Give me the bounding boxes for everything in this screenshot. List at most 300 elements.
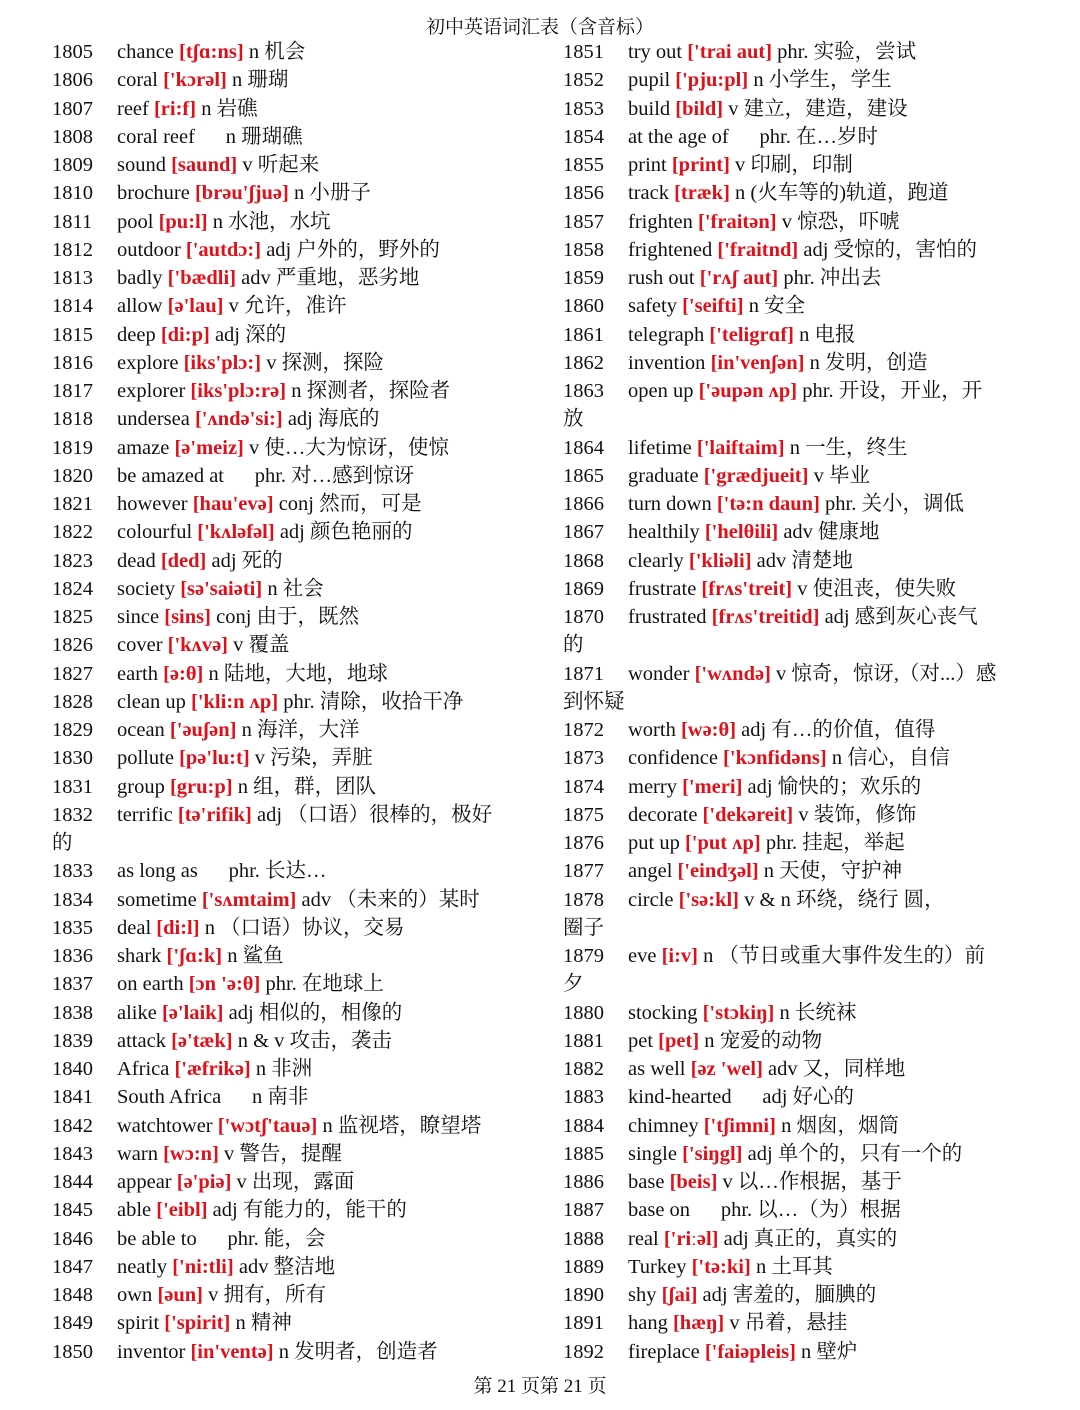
entry-phonetic: [di:l] [156,916,200,939]
entry-definition: phr. 实验，尝试 [777,41,917,63]
entry-definition: n 海洋，大洋 [241,719,360,741]
entry-word: sometime [117,888,197,911]
vocab-entry [563,1168,1068,1196]
entry-word: frustrated [628,606,707,628]
entry-word: dead [117,549,156,572]
entry-word: pet [628,1029,654,1052]
entry-phonetic: [əz 'wel] [690,1058,763,1080]
entry-phonetic: ['faiəpleis] [704,1340,796,1363]
entry-word: hang [628,1312,668,1335]
entry-word: safety [628,295,677,318]
entry-definition: v 使…大为惊讶，使惊 [249,436,449,459]
entry-definition: n 珊瑚 [231,69,289,92]
vocab-entry [52,575,557,603]
entry-definition: n 小学生，学生 [753,69,892,92]
entry-phonetic: ['rʌʃ aut] [699,267,779,289]
entry-number: 1892 [563,1340,604,1363]
entry-definition: n 组，群，团队 [237,775,377,798]
entry-definition: adj 真正的，真实的 [723,1227,898,1250]
entry-number: 1851 [563,41,604,63]
entry-definition: v 覆盖 [233,634,290,657]
entry-word: earth [117,662,158,685]
entry-number: 1817 [52,380,93,402]
entry-definition: n （节日或重大事件发生的）前 [703,945,986,967]
entry-phonetic: [saund] [171,154,238,176]
entry-number: 1883 [563,1086,604,1109]
entry-phonetic: [tʃɑ:ns] [179,41,244,63]
left-column [52,38,557,1366]
vocab-entry [52,886,557,914]
entry-word: worth [628,719,676,741]
vocab-entry [563,1281,1068,1309]
vocab-entry [52,942,557,970]
entry-definition: adv 清楚地 [756,549,853,572]
entry-definition: v 毕业 [813,464,870,487]
entry-phonetic: ['put ʌp] [684,832,761,854]
entry-number: 1820 [52,464,93,487]
entry-definition: adj 有…的价值，值得 [741,719,936,741]
entry-phonetic: [bild] [675,97,724,120]
entry-number: 1812 [52,238,93,261]
entry-number: 1872 [563,719,604,741]
entry-number: 1819 [52,436,93,459]
entry-number: 1866 [563,493,604,515]
entry-number: 1811 [52,210,93,233]
entry-number: 1864 [563,436,604,459]
entry-phonetic: [iks'plɔ:] [183,351,262,374]
entry-phonetic: ['kʌləfəl] [197,521,275,544]
entry-phonetic: [sins] [164,606,211,628]
entry-definition: n 安全 [748,295,806,318]
right-column [563,38,1068,1366]
entry-number: 1870 [563,606,604,628]
entry-number: 1853 [563,97,604,120]
vocab-entry [52,1168,557,1196]
vocab-entry [563,1338,1068,1366]
entry-phonetic: [ə'meiz] [174,436,244,459]
entry-definition: v 拥有，所有 [208,1284,326,1306]
entry-definition: n 精神 [235,1312,292,1335]
entry-phonetic: [wɔ:n] [163,1142,219,1165]
entry-phonetic: [pet] [658,1029,700,1052]
vocab-entry [563,886,1068,943]
entry-number: 1822 [52,521,93,544]
entry-word: base on [628,1199,691,1222]
entry-phonetic: ['tʃimni] [703,1114,776,1137]
vocab-entry [563,321,1068,349]
vocab-entry [563,547,1068,575]
entry-phonetic: [sə'saiəti] [180,577,263,600]
entry-phonetic: [gru:p] [169,775,233,798]
entry-phonetic: [ri:f] [153,97,197,120]
vocab-entry [52,208,557,236]
entry-phonetic: ['kli:n ʌp] [191,690,279,713]
vocab-entry [563,264,1068,292]
entry-definition: phr. 长达… [228,860,327,883]
entry-phonetic: ['sə:kl] [678,888,739,911]
vocab-entry [52,236,557,264]
entry-number: 1868 [563,549,604,572]
entry-definition: adj 受惊的，害怕的 [803,238,978,261]
page-header: 初中英语词汇表（含音标） [425,17,654,38]
entry-word: telegraph [628,323,705,346]
entry-word: watchtower [117,1114,213,1137]
entry-phonetic: [wə:θ] [680,719,737,741]
entry-number: 1854 [563,125,604,148]
vocab-entry [52,292,557,320]
entry-number: 1848 [52,1284,93,1306]
entry-number: 1880 [563,1001,604,1024]
vocab-entry [52,321,557,349]
entry-phonetic: ['wɔtʃ'tauə] [217,1114,318,1137]
entry-definition: conj 由于，既然 [216,606,360,628]
entry-number: 1838 [52,1001,93,1024]
entry-phonetic: [ʃai] [661,1284,698,1306]
vocab-entry [52,1253,557,1281]
vocab-entry [52,151,557,179]
entry-number: 1869 [563,577,604,600]
entry-phonetic: [print] [671,154,730,176]
entry-word: print [628,154,667,176]
vocab-entry [52,603,557,631]
entry-word: spirit [117,1312,160,1335]
entry-definition: adv 整洁地 [238,1255,336,1278]
vocab-entry [52,1027,557,1055]
entry-number: 1865 [563,464,604,487]
entry-definition: n 壁炉 [801,1340,858,1363]
entry-word: pollute [117,747,174,770]
entry-phonetic: [beis] [669,1171,718,1193]
entry-definition: conj 然而，可是 [278,493,422,515]
entry-word: terrific [117,803,173,826]
entry-phonetic: [frʌs'treitid] [711,606,820,628]
entry-word: on earth [117,973,184,996]
entry-phonetic: [ə'lau] [167,295,224,318]
entry-phonetic: ['grædjueit] [703,464,809,487]
entry-phonetic: ['tə:n daun] [716,493,820,515]
vocab-entry [52,377,557,405]
entry-definition: phr. 以…（为）根据 [720,1199,901,1222]
vocab-entry [52,123,557,151]
entry-definition: adv 严重地，恶劣地 [241,267,420,289]
entry-word: alike [117,1001,157,1024]
entry-definition: n & v 攻击，袭击 [237,1029,393,1052]
vocab-entry [563,744,1068,772]
vocab-entry [52,914,557,942]
vocab-entry [52,1281,557,1309]
entry-definition: n 宠爱的动物 [704,1029,823,1052]
entry-phonetic: [ə'laik] [161,1001,224,1024]
entry-phonetic: [brəu'ʃjuə] [194,182,289,205]
vocab-entry [52,179,557,207]
entry-definition: n 非洲 [255,1058,313,1080]
entry-number: 1830 [52,747,93,770]
entry-definition: v 装饰，修饰 [798,803,917,826]
entry-number: 1806 [52,69,93,92]
entry-definition: adv 健康地 [783,521,880,544]
entry-word: reef [117,97,149,120]
entry-definition: phr. 开设，开业，开 [802,380,983,402]
entry-word: amaze [117,436,170,459]
entry-word: rush out [628,267,695,289]
vocab-entry [52,1112,557,1140]
entry-word: graduate [628,464,699,487]
entry-phonetic: ['eindʒəl] [677,860,759,883]
entry-word: coral reef [117,125,195,148]
vocab-entry [563,490,1068,518]
entry-definition: v 听起来 [242,154,320,176]
vocab-entry [563,801,1068,829]
entry-phonetic: ['bædli] [167,267,237,289]
entry-definition: v 建立，建造，建设 [728,97,908,120]
vocab-entry [52,1055,557,1083]
entry-definition: phr. 清除，收拾干净 [283,690,464,713]
vocab-entry [563,151,1068,179]
entry-phonetic: [hau'evə] [192,493,274,515]
entry-number: 1841 [52,1086,93,1109]
entry-definition: v 出现，露面 [236,1171,355,1193]
entry-number: 1813 [52,267,93,289]
vocab-entry [52,264,557,292]
entry-word: lifetime [628,436,692,459]
entry-word: allow [117,295,163,318]
entry-number: 1862 [563,351,604,374]
entry-number: 1861 [563,323,604,346]
entry-definition: n (火车等的)轨道，跑道 [735,182,949,205]
entry-definition: n 社会 [267,577,324,600]
entry-number: 1876 [563,832,604,854]
vocab-entry [52,857,557,885]
entry-word: shy [628,1284,657,1306]
vocab-entry [52,773,557,801]
entry-number: 1886 [563,1171,604,1193]
vocab-entry [563,434,1068,462]
entry-word: able [117,1199,152,1222]
vocab-entry [563,38,1068,66]
entry-word: Africa [117,1058,170,1080]
entry-word: as well [628,1058,686,1080]
entry-definition: v 吊着，悬挂 [729,1312,848,1335]
entry-phonetic: ['wʌndə] [694,662,771,685]
entry-definition: n （口语）协议，交易 [204,916,405,939]
entry-definition: n 发明者，创造者 [278,1340,438,1363]
entry-word: be able to [117,1227,197,1250]
entry-number: 1856 [563,182,604,205]
entry-number: 1835 [52,916,93,939]
vocab-entry [52,631,557,659]
entry-definition: n 发明，创造 [809,351,928,374]
entry-number: 1863 [563,380,604,402]
entry-word: badly [117,267,163,289]
entry-definition: phr. 能，会 [227,1227,326,1250]
vocab-entry [52,970,557,998]
vocab-entry [52,490,557,518]
vocab-entry [52,66,557,94]
vocab-entry [563,1253,1068,1281]
entry-definition: n 一生，终生 [789,436,908,459]
vocab-entry [52,999,557,1027]
entry-definition: phr. 挂起，举起 [765,832,905,854]
entry-word: inventor [117,1340,186,1363]
entry-phonetic: ['kɔrəl] [163,69,227,92]
vocab-entry [52,744,557,772]
vocab-entry [52,349,557,377]
vocab-entry [563,208,1068,236]
entry-number: 1818 [52,408,93,431]
entry-word: try out [628,41,683,63]
entry-number: 1824 [52,577,93,600]
entry-word: frightened [628,238,713,261]
entry-definition: n 水池，水坑 [212,210,331,233]
entry-word: group [117,775,165,798]
vocab-entry [563,1055,1068,1083]
page-footer: 第 21 页第 21 页 [473,1376,607,1397]
entry-definition: n 电报 [799,323,856,346]
entry-phonetic: ['kliəli] [688,549,752,572]
entry-word: build [628,97,671,120]
entry-number: 1844 [52,1171,93,1193]
entry-word: at the age of [628,125,729,148]
entry-number: 1828 [52,690,93,713]
entry-number: 1826 [52,634,93,657]
entry-phonetic: [pu:l] [158,210,208,233]
vocab-entry [52,1309,557,1337]
entry-number: 1808 [52,125,93,148]
entry-number: 1871 [563,662,604,685]
entry-word: kind-hearted [628,1086,732,1109]
entry-word: explore [117,351,179,374]
entry-word: base [628,1171,665,1193]
entry-number: 1837 [52,973,93,996]
vocab-entry [52,801,557,858]
entry-word: angel [628,860,673,883]
entry-word: deal [117,916,152,939]
entry-definition: phr. 在地球上 [265,973,384,996]
entry-definition-continued: 夕 [563,973,584,996]
entry-phonetic: ['stɔkiŋ] [702,1001,775,1024]
entry-definition-continued: 的 [52,832,73,854]
entry-number: 1885 [563,1142,604,1165]
entry-word: put up [628,832,680,854]
entry-word: South Africa [117,1086,222,1109]
entry-number: 1843 [52,1142,93,1165]
vocab-entry [563,292,1068,320]
entry-word: chance [117,41,174,63]
entry-definition: v 使沮丧，使失败 [797,577,957,600]
entry-definition-continued: 圈子 [563,916,604,939]
vocab-entry [52,716,557,744]
entry-number: 1849 [52,1312,93,1335]
vocab-entry [563,999,1068,1027]
entry-number: 1845 [52,1199,93,1222]
entry-definition: adv 又，同样地 [768,1058,906,1080]
entry-number: 1887 [563,1199,604,1222]
entry-word: chimney [628,1114,699,1137]
entry-number: 1816 [52,351,93,374]
entry-phonetic: [iks'plɔ:rə] [190,380,287,402]
entry-number: 1875 [563,803,604,826]
entry-word: circle [628,888,674,911]
entry-definition: v 污染，弄脏 [254,747,373,770]
entry-word: undersea [117,408,190,431]
entry-number: 1855 [563,154,604,176]
entry-word: neatly [117,1255,168,1278]
entry-word: deep [117,323,156,346]
entry-phonetic: [di:p] [160,323,210,346]
entry-word: sound [117,154,166,176]
vocab-entry [52,1338,557,1366]
entry-definition: n 长统袜 [779,1001,857,1024]
entry-phonetic: ['fraitnd] [717,238,799,261]
entry-phonetic: [in'ventə] [190,1340,274,1363]
entry-number: 1857 [563,210,604,233]
entry-number: 1809 [52,154,93,176]
vocab-entry [563,518,1068,546]
entry-definition: n 陆地，大地，地球 [208,662,388,685]
entry-word: single [628,1142,677,1165]
entry-phonetic: ['meri] [682,775,743,798]
entry-number: 1833 [52,860,93,883]
entry-phonetic: ['laiftaim] [696,436,785,459]
vocab-entry [563,857,1068,885]
vocab-entry [563,773,1068,801]
vocab-entry [52,405,557,433]
entry-definition: n 小册子 [293,182,371,205]
entry-number: 1840 [52,1058,93,1080]
entry-number: 1877 [563,860,604,883]
entry-number: 1821 [52,493,93,515]
entry-phonetic: ['helθili] [704,521,779,544]
entry-phonetic: ['kʌvə] [167,634,229,657]
vocab-entry [52,547,557,575]
entry-word: decorate [628,803,698,826]
entry-word: frighten [628,210,693,233]
entry-word: confidence [628,747,718,770]
entry-number: 1829 [52,719,93,741]
entry-definition: n 信心，自信 [831,747,950,770]
entry-word: wonder [628,662,690,685]
entry-definition: phr. 冲出去 [783,267,882,289]
entry-word: Turkey [628,1255,687,1278]
entry-number: 1891 [563,1312,604,1335]
entry-word: open up [628,380,694,402]
entry-phonetic: [i:v] [661,945,699,967]
entry-definition: v 警告，提醒 [224,1142,342,1165]
entry-number: 1842 [52,1114,93,1137]
entry-definition-continued: 到怀疑 [563,690,625,713]
entry-definition: v 惊奇，惊讶,（对...）感 [776,662,997,685]
entry-number: 1878 [563,888,604,911]
entry-word: as long as [117,860,198,883]
entry-definition: adv （未来的）某时 [301,888,480,911]
vocab-entry [563,716,1068,744]
entry-phonetic: [ə:θ] [163,662,204,685]
entry-word: invention [628,351,706,374]
entry-word: clearly [628,549,684,572]
entry-phonetic: [hæŋ] [672,1312,725,1335]
entry-number: 1873 [563,747,604,770]
entry-phonetic: ['ʌndə'si:] [194,408,283,431]
vocab-entry [563,95,1068,123]
entry-phonetic: ['æfrikə] [174,1058,251,1080]
entry-number: 1807 [52,97,93,120]
vocab-entry [563,179,1068,207]
vocab-entry [563,660,1068,717]
entry-definition: adj 愉快的；欢乐的 [747,775,922,798]
vocab-entry [52,1196,557,1224]
vocab-entry [563,829,1068,857]
entry-phonetic: [pə'lu:t] [179,747,250,770]
